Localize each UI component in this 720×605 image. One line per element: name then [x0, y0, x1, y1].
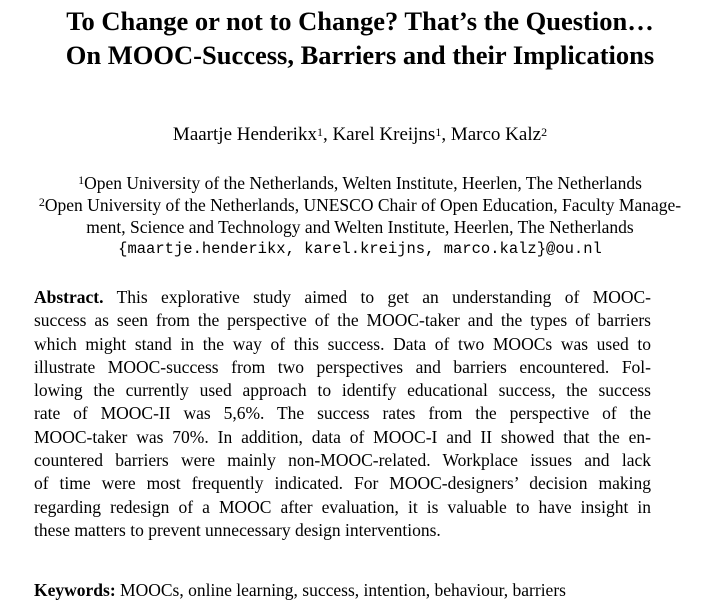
keywords-label: Keywords: [34, 580, 116, 600]
abstract-line: rate of MOOC-II was 5,6%. The success rates from the perspective of the [34, 403, 651, 424]
author-name: Marco Kalz [450, 124, 542, 145]
affiliation-mark: 2 [38, 195, 45, 209]
abstract-line: lowing the currently used approach to identify educational success, the success [34, 380, 651, 401]
author-list [0, 123, 720, 147]
paper-title [0, 4, 720, 72]
abstract-text: This explorative study aimed to get an understanding of MOOC- [116, 287, 651, 307]
author-affiliation-mark: 1 [435, 125, 442, 139]
keywords-text: MOOCs, online learning, success, intention, behaviour, barriers [120, 580, 566, 600]
affiliation-line: ment, Science and Technology and Welten Institute, Heerlen, The Netherlands [86, 217, 634, 237]
author-affiliation-mark: 2 [541, 125, 548, 139]
affiliation-line [0, 172, 720, 194]
abstract-line: regarding redesign of a MOOC after evaluation, it is valuable to have insight in [34, 496, 651, 517]
author-separator: , [322, 124, 333, 145]
abstract-label: Abstract. [34, 287, 104, 307]
abstract-line: which might stand in the way of this success. Data of two MOOCs was used to [34, 333, 651, 354]
abstract-line [34, 286, 651, 309]
affiliation-text: Open University of the Netherlands, Welten Institute, Heerlen, The Netherlands [84, 173, 642, 193]
affiliation-line [0, 194, 720, 216]
title-line: On MOOC-Success, Barriers and their Implications [65, 40, 655, 70]
author-name: Karel Kreijns [332, 124, 436, 145]
affiliation-text: Open University of the Netherlands, UNESCO Chair of Open Education, Faculty Manage- [44, 195, 682, 215]
abstract-line: success as seen from the perspective of the MOOC-taker and the types of barriers [34, 310, 651, 331]
author-name: Maartje Henderikx [172, 124, 317, 145]
abstract-line: countered barriers were mainly non-MOOC-related. Workplace issues and lack [34, 450, 651, 471]
title-line: To Change or not to Change? That’s the Question… [66, 6, 654, 36]
abstract-line: illustrate MOOC-success from two perspectives and barriers encountered. Fol- [34, 356, 651, 377]
author-separator: , [441, 124, 451, 145]
affiliation-mark: 1 [78, 173, 85, 187]
keywords [34, 579, 674, 602]
affiliations [0, 172, 720, 260]
abstract-line: MOOC-taker was 70%. In addition, data of MOOC-I and II showed that the en- [34, 426, 651, 447]
abstract [34, 286, 651, 542]
abstract-line: these matters to prevent unnecessary design interventions. [34, 519, 441, 540]
abstract-line: of time were most frequently indicated. For MOOC-designers’ decision making [34, 473, 651, 494]
author-affiliation-mark: 1 [316, 125, 323, 139]
author-emails: {maartje.henderikx, karel.kreijns, marco.kalz}@ou.nl [118, 240, 602, 258]
